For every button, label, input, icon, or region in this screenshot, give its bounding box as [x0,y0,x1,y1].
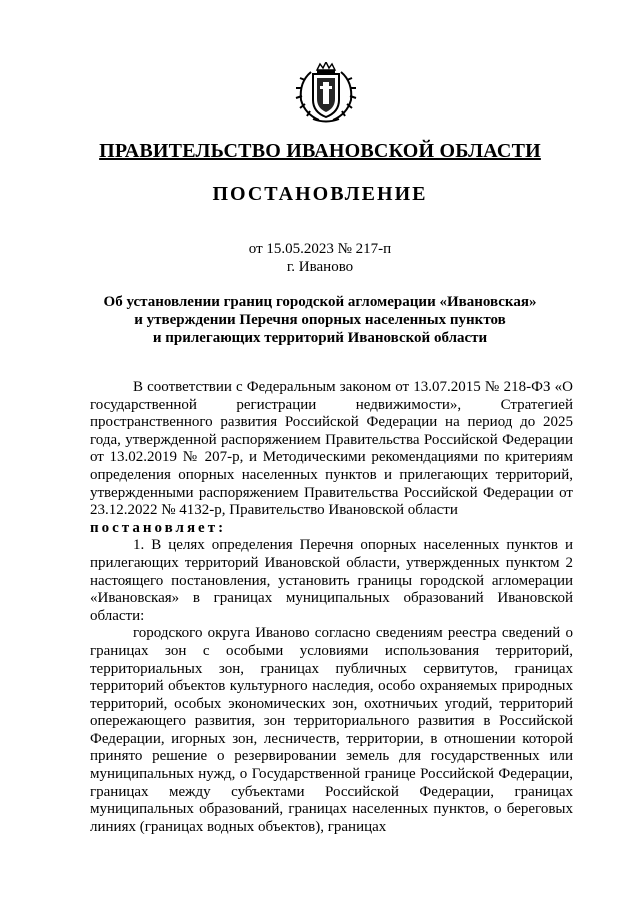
government-name: ПРАВИТЕЛЬСТВО ИВАНОВСКОЙ ОБЛАСТИ [99,140,541,162]
document-date-number: от 15.05.2023 № 217-п [248,241,392,257]
document-heading [0,293,640,347]
heading-line-3: и прилегающих территорий Ивановской области [152,330,488,346]
preamble-paragraph: В соответствии с Федеральным законом от 13.07.2015 № 218-ФЗ «О государственной регистрации недвижимости», Стратегией пространственного развития Российской Федерации на период до 2025 года, утвержденной распоряжением Правительства Российской Федерации от 13.02.2019 № 207-р, и Методическими рекомендациями по критериям определения опорных населенных пунктов и прилегающих территорий, утвержденными распоряжением Правительства Российской Федерации от 23.12.2022 № 4132-р, Правительство Ивановской области [90,379,573,519]
heading-line-2: и утверждении Перечня опорных населенных пунктов [134,312,506,328]
decree-word: постановляет: [90,519,227,536]
item-1-subitem-paragraph: городского округа Иваново согласно сведениям реестра сведений о границах зон с особыми условиями использования территорий, территориальных зон, границах публичных сервитутов, границах территорий объектов культурного наследия, особо охраняемых природных территорий, особых экономических зон, охотничьих угодий, территорий опережающего развития, зон территориального развития в Российской Федерации, игорных зон, лесничеств, территории, в отношении которой принято решение о резервировании земель для государственных или муниципальных нужд, о Государственной границе Российской Федерации, границах между субъектами Российской Федерации, границах муниципальных образований, границах населенных пунктов, о береговых линиях (границах водных объектов), границах [90,625,573,835]
document-type: ПОСТАНОВЛЕНИЕ [212,183,428,205]
coat-of-arms-icon [293,62,359,124]
decree-paragraph [90,520,573,538]
document-city: г. Иваново [286,259,354,275]
document-meta [0,240,640,276]
heading-line-1: Об установлении границ городской агломерации «Ивановская» [103,294,537,310]
document-body [90,379,573,836]
item-1-paragraph: 1. В целях определения Перечня опорных населенных пунктов и прилегающих территорий Ивановской области, утвержденных пунктом 2 настоящего постановления, установить границы городской агломерации «Ивановская» в границах муниципальных образований Ивановской области: [90,537,573,624]
